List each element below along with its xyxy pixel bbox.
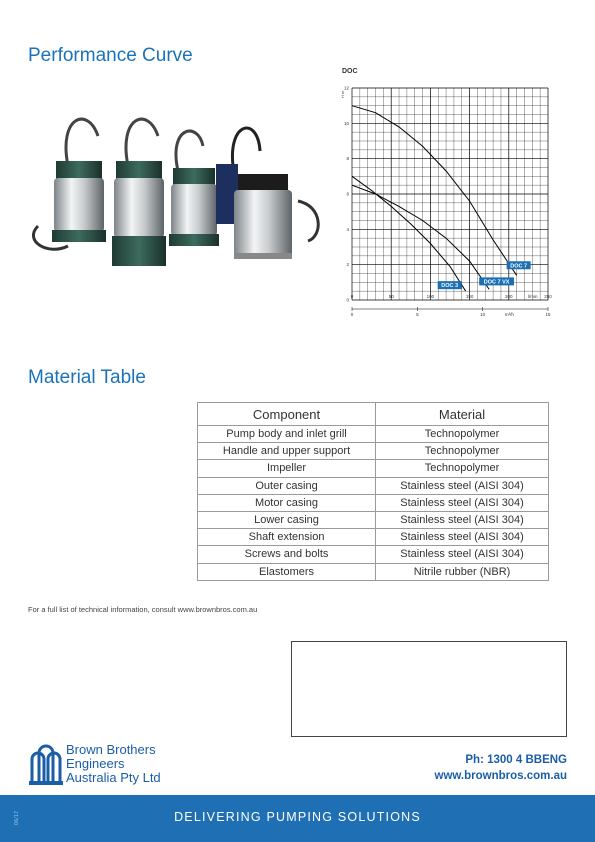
series-line-doc-7 <box>352 106 517 276</box>
x-tick-label: 150 <box>465 294 474 299</box>
table-row <box>198 426 549 443</box>
chart-series <box>352 106 531 292</box>
brown-brothers-logo-icon <box>27 741 65 787</box>
performance-curve-heading: Performance Curve <box>28 45 193 66</box>
material-cell: Stainless steel (AISI 304) <box>376 477 549 494</box>
material-cell: Technopolymer <box>376 443 549 460</box>
x-tick-label: 250 <box>544 294 552 299</box>
secondary-x-tick-label: 10 <box>480 312 486 317</box>
x-tick-label: 50 <box>388 294 394 299</box>
company-name-line1: Brown Brothers <box>66 742 156 757</box>
company-website: www.brownbros.com.au <box>434 770 567 782</box>
material-cell: Stainless steel (AISI 304) <box>376 529 549 546</box>
dealer-stamp-box <box>291 641 567 737</box>
chart-y-label: H m <box>340 90 345 98</box>
y-tick-label: 12 <box>343 85 349 91</box>
series-label-text: DOC 3 <box>441 283 459 290</box>
secondary-x-tick-label: 5 <box>416 312 419 317</box>
component-cell: Elastomers <box>198 563 376 580</box>
secondary-x-tick-label: 15 <box>545 312 551 317</box>
series-label-doc-3 <box>438 281 462 289</box>
company-name-line2: Engineers <box>66 756 125 771</box>
series-label-text: DOC 7 VX <box>483 279 510 286</box>
series-label-doc-7 <box>507 261 531 269</box>
material-cell: Technopolymer <box>376 426 549 443</box>
series-label-text: DOC 7 <box>510 263 528 270</box>
table-row <box>198 443 549 460</box>
material-cell: Nitrile rubber (NBR) <box>376 563 549 580</box>
table-row <box>198 494 549 511</box>
x-tick-label: 100 <box>426 294 435 299</box>
material-table <box>197 402 549 581</box>
material-cell: Technopolymer <box>376 460 549 477</box>
chart-secondary-x-ticks <box>351 307 551 317</box>
component-cell: Shaft extension <box>198 529 376 546</box>
company-phone: Ph: 1300 4 BBENG <box>465 754 567 766</box>
series-line-doc-7-vx <box>352 185 489 289</box>
y-tick-label: 2 <box>346 262 349 268</box>
footer-tagline: DELIVERING PUMPING SOLUTIONS <box>174 810 421 824</box>
y-tick-label: 6 <box>346 191 349 197</box>
material-cell: Stainless steel (AISI 304) <box>376 494 549 511</box>
chart-x-label: l/min <box>528 294 538 299</box>
company-name <box>66 743 161 785</box>
y-tick-label: 0 <box>346 297 349 303</box>
company-name-line3: Australia Pty Ltd <box>66 770 161 785</box>
footer-bar <box>0 795 595 842</box>
component-cell: Outer casing <box>198 477 376 494</box>
chart-y-ticks <box>344 86 350 303</box>
chart-x-ticks <box>351 294 553 299</box>
series-line-doc-3 <box>352 176 466 291</box>
y-tick-label: 4 <box>346 226 349 232</box>
table-row <box>198 529 549 546</box>
submersible-pumps-photo <box>28 106 328 272</box>
table-row <box>198 511 549 528</box>
series-label-doc-7-vx <box>479 277 514 285</box>
header-component: Component <box>198 403 376 426</box>
table-row <box>198 460 549 477</box>
component-cell: Screws and bolts <box>198 546 376 563</box>
x-tick-label: 200 <box>505 294 513 299</box>
component-cell: Handle and upper support <box>198 443 376 460</box>
material-cell: Stainless steel (AISI 304) <box>376 511 549 528</box>
component-cell: Pump body and inlet grill <box>198 426 376 443</box>
technical-info-note: For a full list of technical information, consult www.brownbros.com.au <box>28 605 258 614</box>
component-cell: Motor casing <box>198 494 376 511</box>
x-tick-label: 0 <box>350 294 354 299</box>
secondary-x-tick-label: 0 <box>350 312 354 317</box>
header-material: Material <box>376 403 549 426</box>
component-cell: Impeller <box>198 460 376 477</box>
component-cell: Lower casing <box>198 511 376 528</box>
footer-code: 06/17 <box>14 810 21 826</box>
chart-secondary-x-label: m³/h <box>504 312 514 317</box>
performance-chart <box>336 60 556 325</box>
table-row <box>198 563 549 580</box>
material-table-heading: Material Table <box>28 367 146 388</box>
table-row <box>198 546 549 563</box>
table-row <box>198 477 549 494</box>
y-tick-label: 10 <box>343 120 349 126</box>
chart-title: DOC <box>342 68 358 75</box>
material-cell: Stainless steel (AISI 304) <box>376 546 549 563</box>
y-tick-label: 8 <box>346 156 349 162</box>
material-table-header <box>198 403 549 426</box>
